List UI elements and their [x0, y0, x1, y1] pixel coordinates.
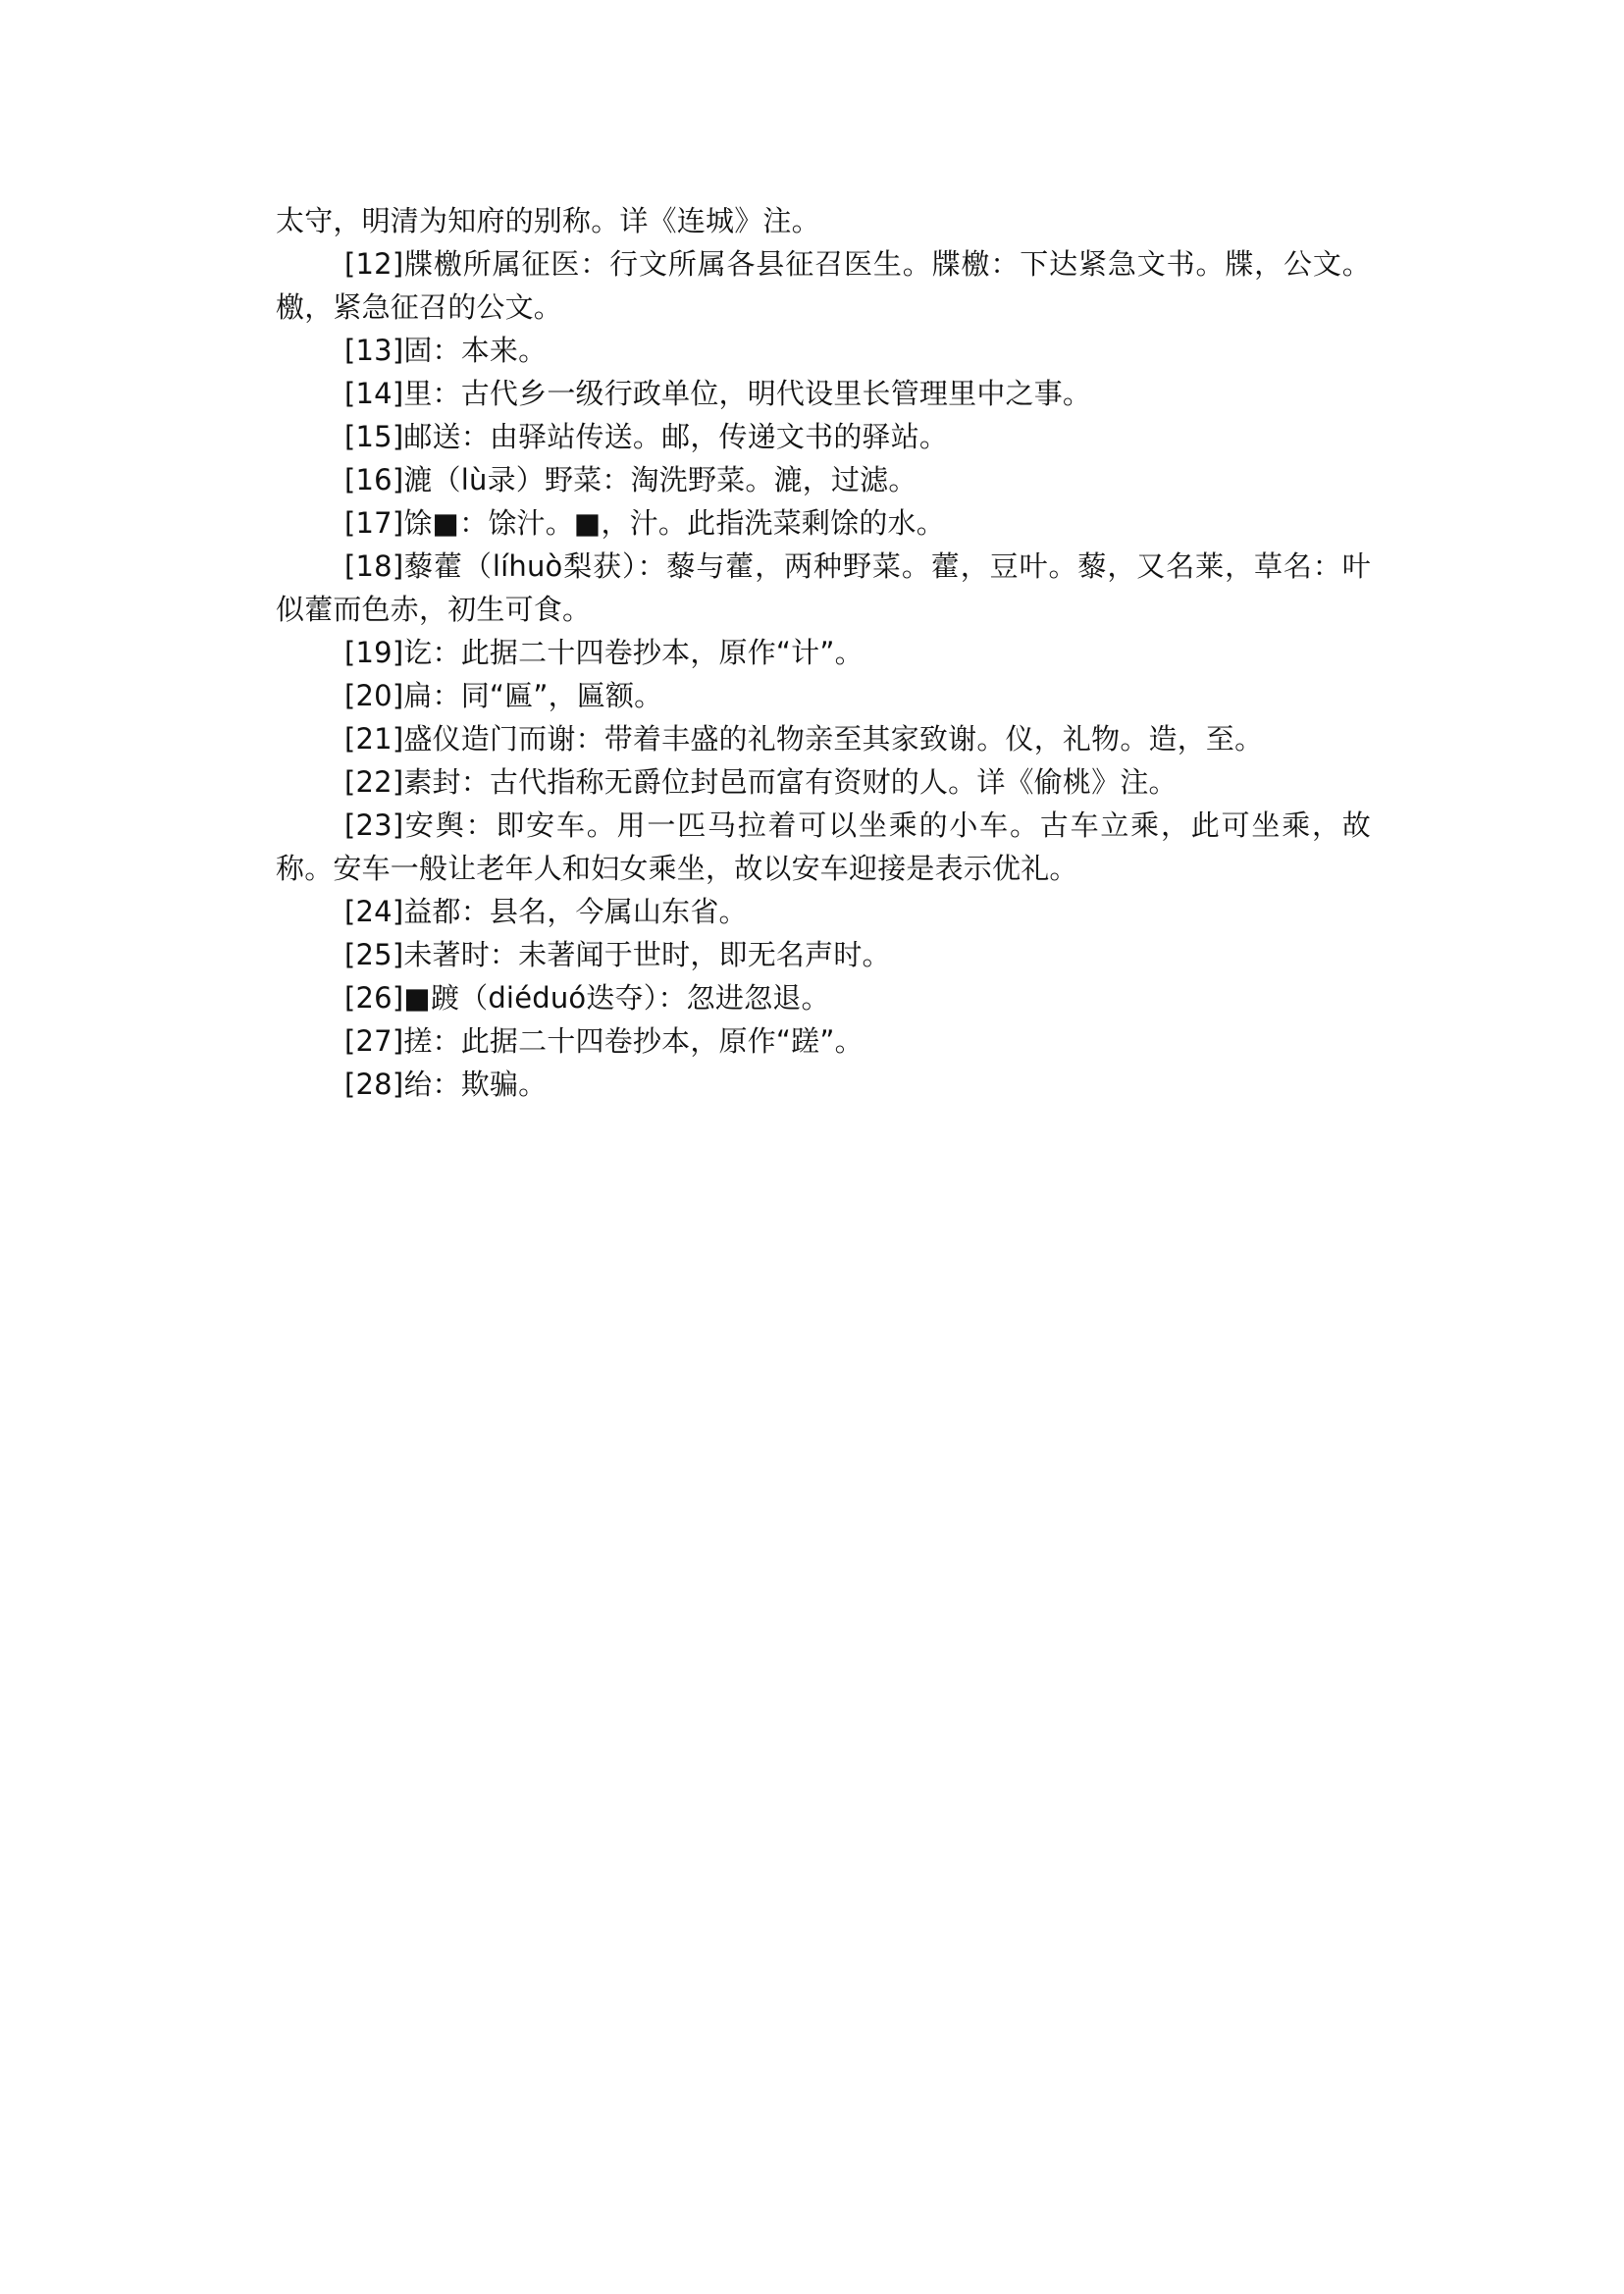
note-20: [20]扁：同“匾”，匾额。 — [344, 679, 663, 712]
note-27: [27]搓：此据二十四卷抄本，原作“蹉”。 — [344, 1024, 864, 1058]
note-21: [21]盛仪造门而谢：带着丰盛的礼物亲至其家致谢。仪，礼物。造，至。 — [344, 722, 1264, 756]
annotation-list — [276, 199, 1371, 1106]
note-26: [26]■踱（diéduó迭夺）：忽进忽退。 — [344, 981, 830, 1015]
note-25: [25]未著时：未著闻于世时，即无名声时。 — [344, 938, 891, 971]
note-13: [13]固：本来。 — [344, 334, 548, 367]
note-23: [23]安舆：即安车。用一匹马拉着可以坐乘的小车。古车立乘，此可坐乘，故称。安车一般让老年人和妇女乘坐，故以安车迎接是表示优礼。 — [276, 808, 1371, 885]
note-28: [28]绐：欺骗。 — [344, 1068, 548, 1101]
note-14: [14]里：古代乡一级行政单位，明代设里长管理里中之事。 — [344, 377, 1092, 410]
note-22: [22]素封：古代指称无爵位封邑而富有资财的人。详《偷桃》注。 — [344, 765, 1178, 799]
note-24: [24]益都：县名，今属山东省。 — [344, 895, 748, 928]
note-16: [16]漉（lù录）野菜：淘洗野菜。漉，过滤。 — [344, 463, 917, 496]
note-continuation: 太守，明清为知府的别称。详《连城》注。 — [276, 204, 820, 237]
note-15: [15]邮送：由驿站传送。邮，传递文书的驿站。 — [344, 420, 949, 453]
note-18: [18]藜藿（líhuò梨获）：藜与藿，两种野菜。藿，豆叶。藜，又名莱，草名：叶似藿而色赤，初生可食。 — [276, 549, 1371, 626]
note-12: [12]牒檄所属征医：行文所属各县征召医生。牒檄：下达紧急文书。牒，公文。檄，紧急征召的公文。 — [276, 247, 1371, 324]
note-19: [19]讫：此据二十四卷抄本，原作“计”。 — [344, 636, 864, 669]
note-17: [17]馀■：馀汁。■，汁。此指洗菜剩馀的水。 — [344, 506, 945, 540]
